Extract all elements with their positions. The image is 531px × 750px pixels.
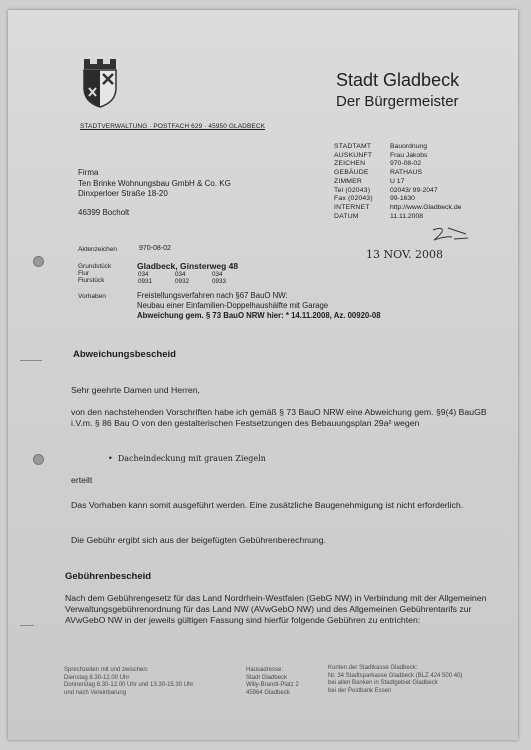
recipient-line: Dinxperloer Straße 18-20 (78, 189, 168, 198)
footer-line: Stadt Gladbeck (246, 674, 288, 681)
contact-label: STADTAMT (334, 143, 372, 150)
contact-label: ZEICHEN (334, 160, 366, 168)
section-heading-gebuehren: Gebührenbescheid (65, 571, 152, 582)
contact-row (334, 213, 461, 222)
footer-bank-accounts (328, 665, 462, 695)
handwritten-initials (430, 224, 470, 244)
contact-row (334, 178, 461, 187)
paragraph-gebuehr: Die Gebühr ergibt sich aus der beigefügten Gebührenberechnung. (71, 535, 327, 545)
contact-value: U 17 (390, 177, 405, 185)
flur-value: 034 (175, 271, 186, 278)
flur-label: Flur (78, 270, 90, 277)
contact-label: Tel (02043) (334, 186, 371, 194)
contact-label: ZIMMER (334, 177, 363, 185)
contact-row (334, 195, 461, 204)
recipient-line: 46399 Bocholt (78, 207, 130, 217)
grundstueck-label: Grundstück (78, 263, 112, 270)
recipient-line: Ten Brinke Wohnungsbau GmbH & Co. KG (78, 178, 231, 188)
contact-value: Frau Jakobs (390, 151, 428, 159)
footer-line: und nach Vereinbarung (64, 689, 127, 696)
flurstueck-value: 0933 (212, 278, 227, 285)
plot-address: Gladbeck, Ginsterweg 48 (137, 261, 239, 271)
fold-mark (20, 625, 34, 626)
contact-label: DATUM (334, 212, 359, 220)
contact-label: INTERNET (334, 203, 370, 211)
contact-value: http://www.Gladbeck.de (390, 203, 462, 211)
flurstueck-value: 0931 (138, 278, 153, 285)
project-line-bold: Abweichung gem. § 73 BauO NRW hier: * 14.11.2008, Az. 00920-08 (137, 311, 381, 320)
footer-line: bei der Postbank Essen (328, 687, 392, 694)
paragraph-ausfuehrung: Das Vorhaben kann somit ausgeführt werden. Eine zusätzliche Baugenehmigung ist nicht erforderlich. (71, 500, 464, 510)
contact-value: 970-08-02 (390, 160, 421, 168)
contact-value: RATHAUS (390, 169, 422, 177)
contact-value: 02043/ 99-2047 (390, 186, 438, 194)
contact-row (334, 152, 461, 161)
punch-hole (33, 454, 44, 465)
contact-block (334, 143, 461, 221)
recipient-line: Firma (78, 168, 99, 177)
project-line: Freistellungsverfahren nach §67 BauO NW: (137, 291, 288, 300)
footer-line: Dienstag 8.30-12.00 Uhr (64, 674, 130, 681)
contact-value: Bauordnung (390, 143, 428, 150)
contact-label: GEBÄUDE (334, 169, 369, 177)
fold-mark (20, 360, 42, 361)
footer-line: Hausadresse: (246, 667, 284, 673)
project-label: Vorhaben (78, 293, 106, 300)
project-description (137, 291, 381, 321)
salutation: Sehr geehrte Damen und Herren, (71, 385, 200, 395)
contact-value: 99-1630 (390, 195, 415, 203)
office-name: Der Bürgermeister (336, 93, 459, 110)
footer-line: Nr. 34 Stadtsparkasse Gladbeck (BLZ 424 500 40) (328, 672, 463, 679)
bullet-dot: • (108, 454, 118, 463)
paragraph-abweichung: von den nachstehenden Vorschriften habe ich gemäß § 73 BauO NRW eine Abweichung gem. §9(4) BauGB i.V.m. § 86 Bau O von den gestalterischen Festsetzungen des Bebauungsplan 29a² wegen (71, 407, 487, 428)
contact-row (334, 187, 461, 196)
flur-value: 034 (138, 271, 149, 278)
flurstueck-value: 0932 (175, 278, 190, 285)
contact-row (334, 160, 461, 169)
return-address: STADTVERWALTUNG · POSTFACH 629 · 45950 GLADBECK (80, 123, 266, 130)
contact-value: 11.11.2008 (390, 212, 424, 220)
footer-office-hours (64, 667, 193, 697)
footer-address (246, 667, 299, 697)
city-name: Stadt Gladbeck (336, 70, 460, 90)
footer-line: Sprechzeiten mit und zwischen: (64, 667, 149, 673)
flurstueck-label: Flurstück (78, 277, 105, 284)
footer-line: 45964 Gladbeck (246, 689, 290, 696)
contact-row (334, 169, 461, 178)
bullet-text: Dacheindeckung mit grauen Ziegeln (117, 454, 266, 463)
project-line: Neubau einer Einfamilien-Doppelhaushälfte mit Garage (137, 301, 329, 310)
footer-line: bei allen Banken in Stadtgebiet Gladbeck (328, 680, 438, 686)
contact-row (334, 204, 461, 213)
city-coat-of-arms-logo (80, 58, 120, 108)
contact-label: Fax (02043) (334, 195, 373, 203)
contact-label: AUSKUNFT (334, 151, 373, 159)
section-heading-abweichung: Abweichungsbescheid (73, 349, 176, 360)
flur-value: 034 (212, 271, 223, 278)
contact-row (334, 143, 461, 152)
recipient-address (78, 168, 231, 218)
erteilt-text: erteilt (71, 475, 93, 485)
footer-line: Donnerstag 8.30-12.00 Uhr und 13.30-15.30 Uhr (64, 682, 194, 688)
footer-line: Willy-Brandt-Platz 2 (246, 682, 299, 688)
reference-label: Aktenzeichen (78, 246, 118, 253)
reference-value: 970-08-02 (139, 245, 171, 252)
footer-line: Konten der Stadtkasse Gladbeck: (328, 665, 418, 671)
received-date-stamp: 13 NOV. 2008 (366, 248, 443, 261)
bullet-item (108, 454, 266, 463)
punch-hole (33, 256, 44, 267)
paragraph-gebuehrengesetz: Nach dem Gebührengesetz für das Land Nordrhein-Westfalen (GebG NW) in Verbindung mit der Allgemeinen Verwaltungsgebührenordnung für das Land NW (AVwGebO NW) und des Allgemeinen Gebührentarifs zur AVwGebO NW in der jeweils gültigen Fassung sind hierfür folgende Gebühren zu entrichten: (65, 593, 487, 625)
document-page (8, 10, 518, 740)
